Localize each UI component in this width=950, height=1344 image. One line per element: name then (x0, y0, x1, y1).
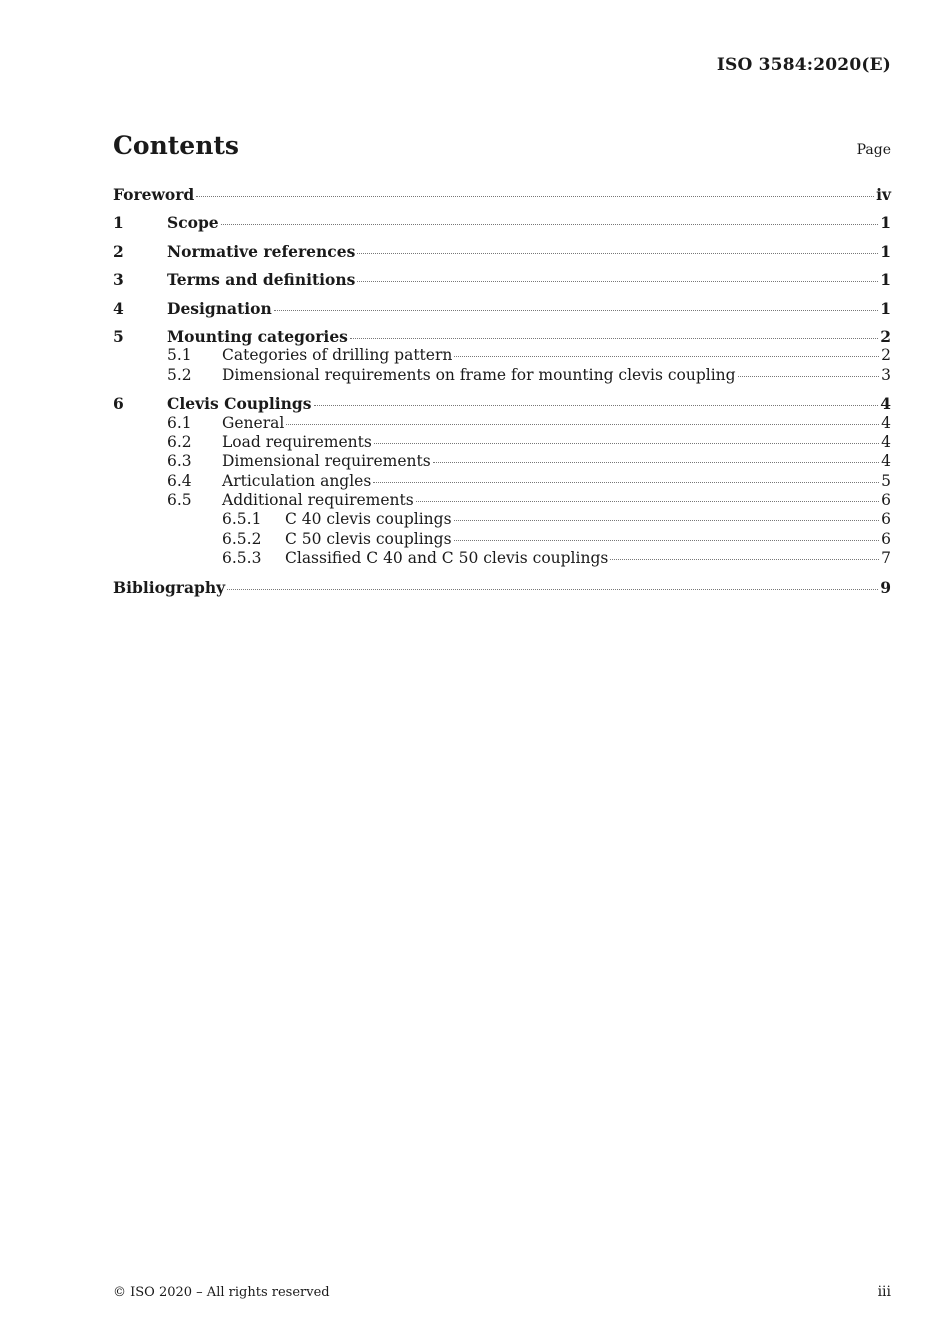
toc-entry-title: Additional requirements (222, 491, 414, 510)
toc-entry-page: iv (876, 185, 891, 204)
toc-leader (416, 501, 879, 502)
toc-leader (227, 589, 878, 590)
toc-entry-title: Articulation angles (222, 471, 372, 490)
toc-entry-number: 1 (113, 213, 124, 233)
toc-entry-page: 6 (881, 510, 891, 529)
toc-leader (357, 253, 878, 254)
toc-entry-page: 2 (880, 326, 891, 346)
toc-entry-title: Foreword (113, 185, 195, 204)
toc-entry-page: 6 (881, 491, 891, 510)
toc-entry-number: 6.4 (167, 471, 192, 490)
toc-leader (374, 443, 879, 444)
toc-entry-title: Designation (167, 298, 272, 318)
toc-subentry[interactable] (113, 433, 891, 452)
toc-leader (454, 540, 880, 541)
toc-entry-number: 2 (113, 241, 124, 261)
toc-leader (350, 338, 878, 339)
toc-subsubentry[interactable] (113, 530, 891, 549)
toc-entry-page: 2 (881, 346, 891, 365)
table-of-contents (113, 185, 891, 597)
toc-entry[interactable] (113, 213, 891, 232)
toc-entry-title: Classified C 40 and C 50 clevis couplings (285, 549, 609, 568)
toc-entry-number: 6.5.3 (222, 549, 262, 568)
toc-entry-page: 9 (880, 577, 891, 597)
toc-leader (196, 196, 874, 197)
toc-entry-number: 6.1 (167, 413, 192, 432)
toc-entry-title: C 50 clevis couplings (285, 529, 452, 548)
toc-subentry[interactable] (113, 346, 891, 365)
toc-leader (314, 405, 879, 406)
toc-leader (454, 520, 880, 521)
toc-entry-number: 5.2 (167, 365, 192, 384)
toc-entry[interactable] (113, 270, 891, 289)
toc-leader (286, 424, 879, 425)
toc-subentry[interactable] (113, 472, 891, 491)
toc-entry-title: Scope (167, 213, 219, 233)
toc-entry-title: C 40 clevis couplings (285, 510, 452, 529)
page-column-label: Page (856, 142, 891, 158)
document-id: ISO 3584:2020(E) (716, 55, 891, 75)
toc-entry[interactable] (113, 394, 891, 413)
toc-leader (221, 224, 879, 225)
toc-leader (610, 559, 879, 560)
toc-entry-page: 6 (881, 529, 891, 548)
toc-entry-number: 6.5 (167, 491, 192, 510)
toc-entry-number: 3 (113, 270, 124, 290)
toc-entry-page: 1 (880, 241, 891, 261)
toc-entry-page: 1 (880, 213, 891, 233)
toc-entry-title: Load requirements (222, 432, 372, 451)
toc-entry[interactable] (113, 299, 891, 318)
toc-entry[interactable] (113, 185, 891, 204)
toc-entry[interactable] (113, 242, 891, 261)
toc-leader (433, 462, 879, 463)
contents-heading: Contents (113, 131, 240, 160)
toc-leader (357, 281, 878, 282)
toc-entry-page: 1 (880, 270, 891, 290)
toc-leader (454, 356, 879, 357)
toc-leader (738, 376, 880, 377)
toc-entry-title: Categories of drilling pattern (222, 346, 453, 365)
toc-entry-page: 7 (881, 549, 891, 568)
toc-entry-number: 5.1 (167, 346, 192, 365)
toc-leader (373, 482, 879, 483)
toc-entry-page: 1 (880, 298, 891, 318)
toc-entry-page: 4 (880, 394, 891, 414)
toc-entry-title: Mounting categories (167, 326, 348, 346)
toc-leader (274, 310, 878, 311)
toc-entry-title: Bibliography (113, 577, 226, 597)
toc-entry-number: 6.5.2 (222, 529, 262, 548)
footer-copyright: © ISO 2020 – All rights reserved (113, 1285, 330, 1300)
toc-entry-number: 6.5.1 (222, 510, 262, 529)
toc-entry[interactable] (113, 578, 891, 597)
toc-entry-number: 6 (113, 394, 124, 414)
toc-entry-number: 5 (113, 326, 124, 346)
toc-entry-page: 4 (881, 452, 891, 471)
toc-entry-number: 6.2 (167, 432, 192, 451)
toc-entry-page: 5 (881, 471, 891, 490)
toc-entry-number: 4 (113, 298, 124, 318)
toc-entry-title: General (222, 413, 285, 432)
toc-entry-page: 4 (881, 432, 891, 451)
toc-subentry[interactable] (113, 414, 891, 433)
toc-subsubentry[interactable] (113, 549, 891, 568)
toc-entry-title: Clevis Couplings (167, 394, 312, 414)
toc-entry-title: Normative references (167, 241, 356, 261)
toc-entry-page: 3 (881, 365, 891, 384)
toc-entry-number: 6.3 (167, 452, 192, 471)
footer-page-number: iii (877, 1284, 891, 1300)
toc-subsubentry[interactable] (113, 510, 891, 529)
toc-subentry[interactable] (113, 366, 891, 385)
toc-entry-title: Dimensional requirements (222, 452, 431, 471)
toc-subentry[interactable] (113, 491, 891, 510)
toc-subentry[interactable] (113, 452, 891, 471)
toc-entry[interactable] (113, 327, 891, 346)
toc-entry-page: 4 (881, 413, 891, 432)
toc-entry-title: Dimensional requirements on frame for mounting clevis coupling (222, 365, 736, 384)
toc-entry-title: Terms and definitions (167, 270, 356, 290)
